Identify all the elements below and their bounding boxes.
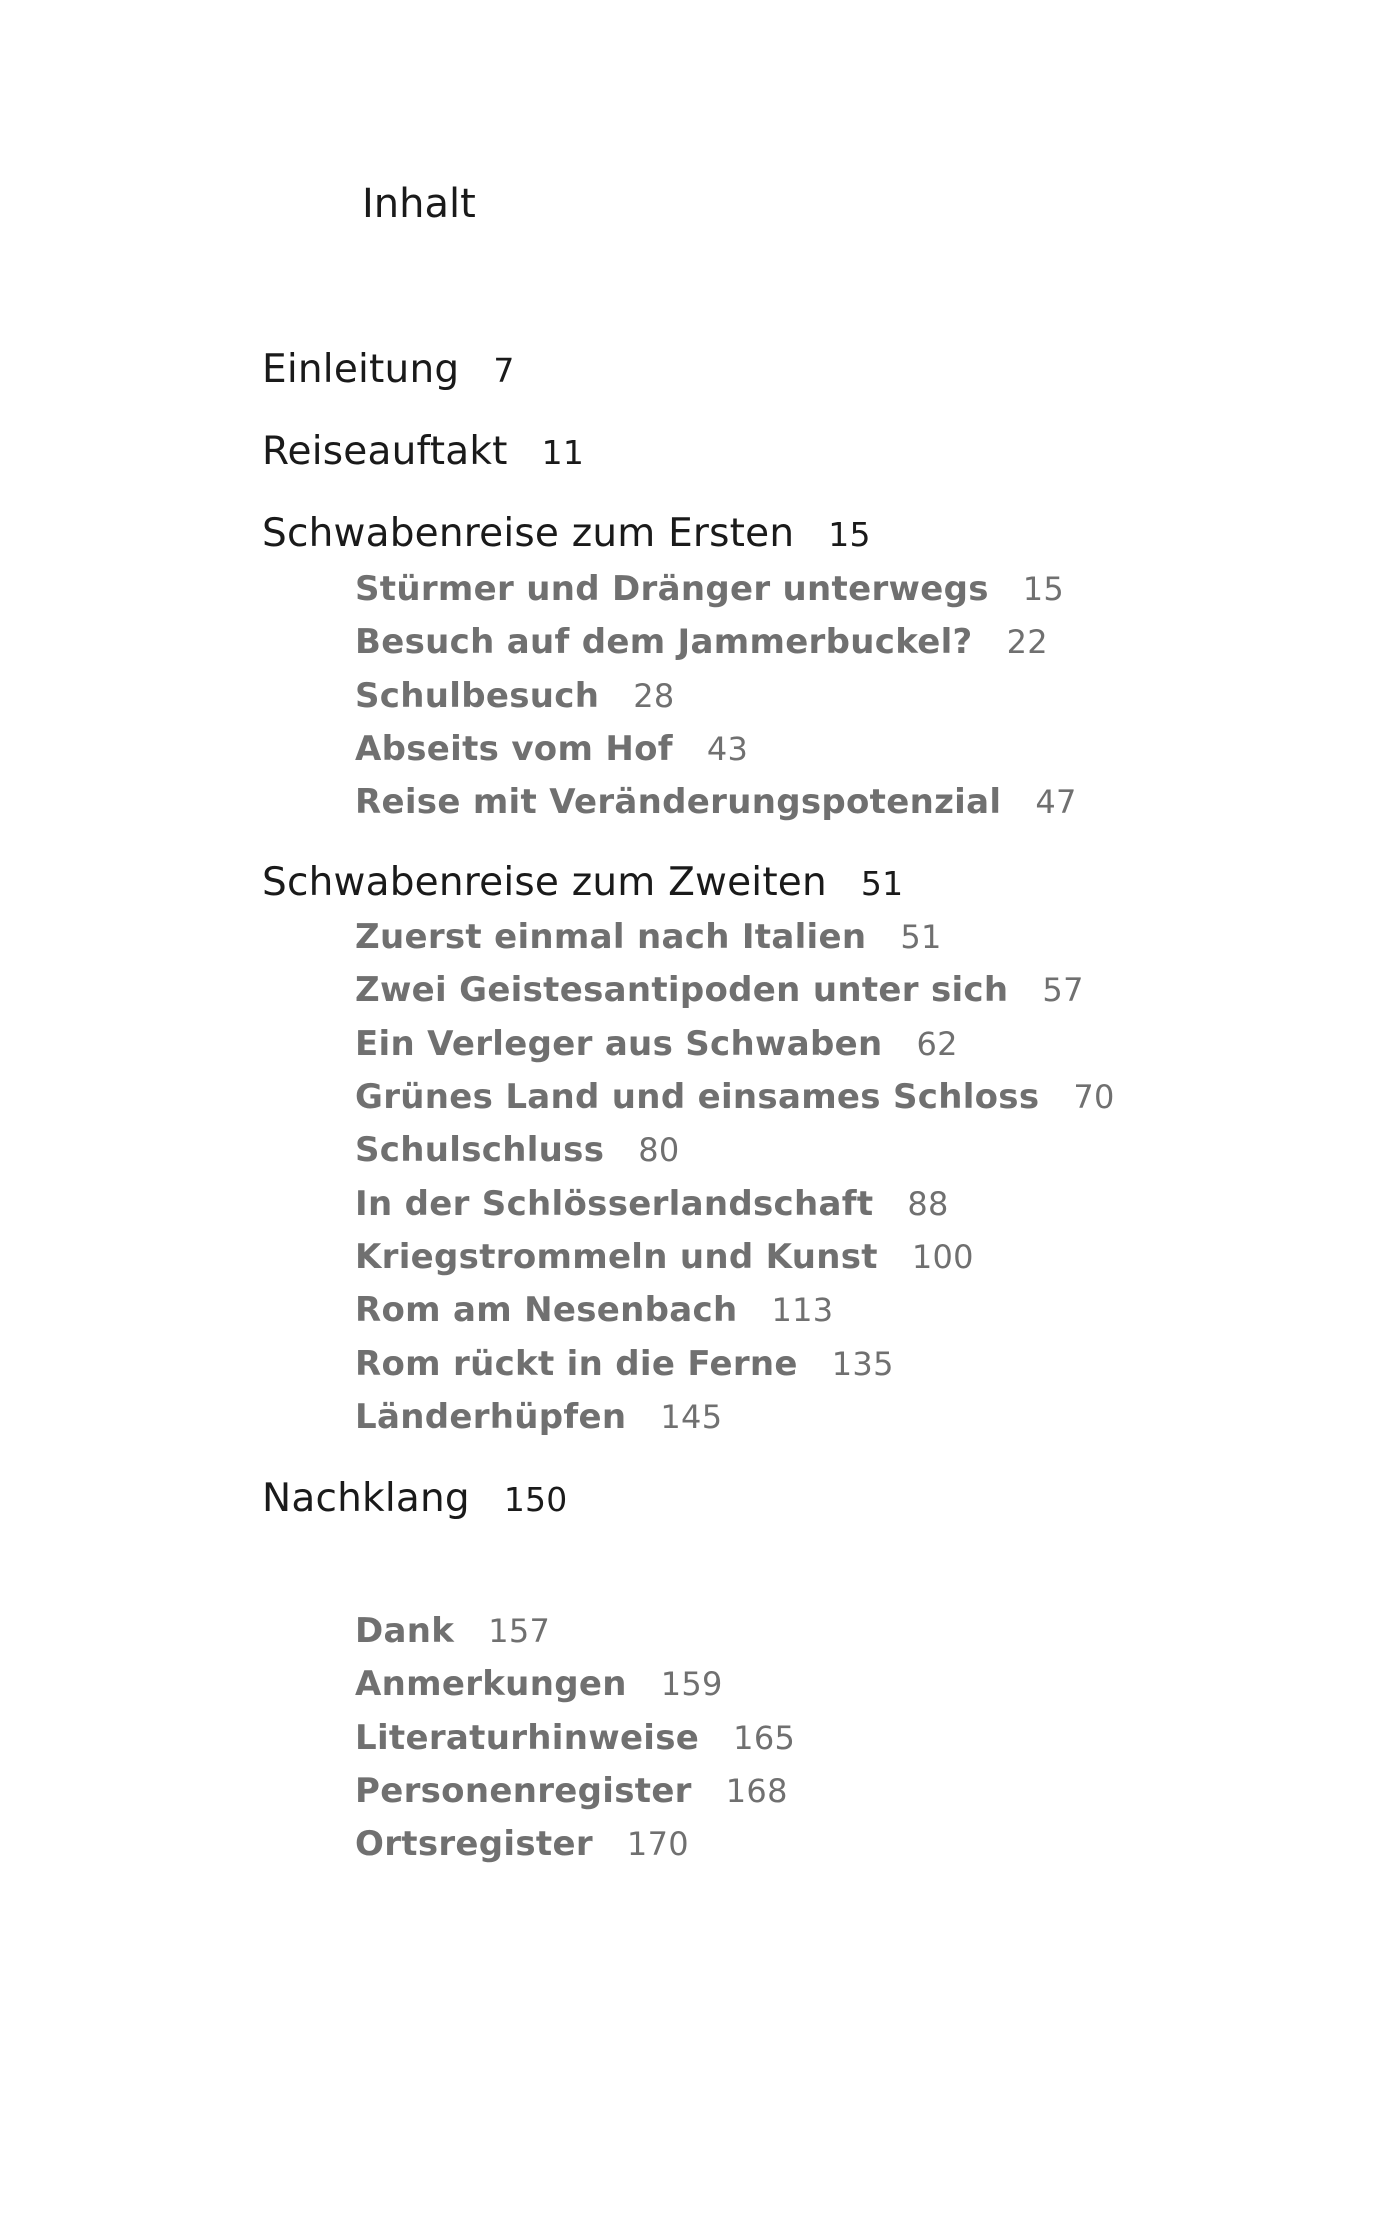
toc-entry-page: 15 xyxy=(1022,570,1065,608)
toc-appendix-entry xyxy=(355,1769,788,1813)
toc-entry-title: Literaturhinweise xyxy=(355,1718,700,1758)
toc-entry-page: 57 xyxy=(1042,971,1084,1009)
page-title: Inhalt xyxy=(362,181,476,227)
toc-entry-title: Schulbesuch xyxy=(355,676,600,716)
toc-entry-page: 168 xyxy=(725,1772,788,1810)
toc-entry-schwabenreise-ersten xyxy=(262,509,871,560)
toc-entry-title: Länderhüpfen xyxy=(355,1397,627,1437)
toc-entry-title: Rom am Nesenbach xyxy=(355,1290,738,1330)
toc-entry-title: Personenregister xyxy=(355,1771,692,1811)
toc-entry-title: Einleitung xyxy=(262,347,460,392)
toc-entry-page: 7 xyxy=(493,351,515,390)
toc-entry-title: Zuerst einmal nach Italien xyxy=(355,917,867,957)
toc-appendix-entry xyxy=(355,1662,723,1706)
toc-entry-page: 113 xyxy=(771,1291,834,1329)
toc-entry-title: Stürmer und Dränger unterwegs xyxy=(355,569,989,609)
toc-subentry xyxy=(355,915,942,959)
toc-entry-page: 88 xyxy=(907,1185,949,1223)
toc-entry-page: 70 xyxy=(1073,1078,1115,1116)
toc-entry-page: 100 xyxy=(911,1238,974,1276)
toc-entry-page: 51 xyxy=(860,864,904,903)
toc-entry-page: 22 xyxy=(1006,623,1048,661)
toc-subentry xyxy=(355,1395,722,1439)
toc-appendix-entry xyxy=(355,1716,795,1760)
toc-entry-page: 62 xyxy=(916,1025,958,1063)
toc-entry-title: Reise mit Veränderungspotenzial xyxy=(355,782,1002,822)
toc-entry-title: Schulschluss xyxy=(355,1130,605,1170)
toc-subentry xyxy=(355,1128,680,1172)
toc-appendix-entry xyxy=(355,1609,550,1653)
toc-entry-title: Ortsregister xyxy=(355,1824,593,1864)
toc-subentry xyxy=(355,968,1084,1012)
toc-entry-title: Besuch auf dem Jammerbuckel? xyxy=(355,622,973,662)
toc-subentry xyxy=(355,727,748,771)
toc-appendix-entry xyxy=(355,1822,689,1866)
toc-subentry xyxy=(355,1182,949,1226)
toc-entry-page: 135 xyxy=(831,1345,894,1383)
toc-subentry xyxy=(355,674,675,718)
toc-entry-page: 165 xyxy=(733,1719,796,1757)
toc-entry-title: Zwei Geistesantipoden unter sich xyxy=(355,970,1009,1010)
toc-subentry xyxy=(355,1288,833,1332)
toc-entry-title: Schwabenreise zum Ersten xyxy=(262,511,795,556)
toc-entry-page: 80 xyxy=(638,1131,680,1169)
toc-entry-title: Abseits vom Hof xyxy=(355,729,673,769)
toc-entry-page: 11 xyxy=(541,433,585,472)
toc-subentry xyxy=(355,620,1048,664)
toc-subentry xyxy=(355,1235,974,1279)
toc-entry-page: 28 xyxy=(633,677,675,715)
toc-entry-nachklang xyxy=(262,1474,567,1525)
toc-entry-page: 47 xyxy=(1035,783,1077,821)
toc-entry-page: 15 xyxy=(828,515,871,554)
toc-entry-page: 157 xyxy=(488,1612,551,1650)
toc-entry-einleitung xyxy=(262,345,515,396)
toc-entry-page: 150 xyxy=(503,1480,568,1519)
toc-entry-title: In der Schlösserlandschaft xyxy=(355,1184,874,1224)
toc-entry-schwabenreise-zweiten xyxy=(262,858,903,909)
toc-subentry xyxy=(355,567,1064,611)
toc-entry-title: Ein Verleger aus Schwaben xyxy=(355,1024,883,1064)
toc-subentry xyxy=(355,780,1077,824)
toc-subentry xyxy=(355,1342,894,1386)
toc-entry-title: Kriegstrommeln und Kunst xyxy=(355,1237,878,1277)
toc-subentry xyxy=(355,1075,1115,1119)
toc-entry-reiseauftakt xyxy=(262,427,584,478)
toc-entry-title: Anmerkungen xyxy=(355,1664,627,1704)
toc-entry-title: Rom rückt in die Ferne xyxy=(355,1344,798,1384)
toc-entry-page: 145 xyxy=(660,1398,723,1436)
toc-entry-title: Dank xyxy=(355,1611,455,1651)
toc-subentry xyxy=(355,1022,958,1066)
toc-entry-title: Schwabenreise zum Zweiten xyxy=(262,860,827,905)
toc-entry-page: 170 xyxy=(626,1825,689,1863)
toc-entry-title: Reiseauftakt xyxy=(262,429,508,474)
toc-entry-page: 43 xyxy=(706,730,749,768)
toc-entry-title: Grünes Land und einsames Schloss xyxy=(355,1077,1040,1117)
toc-entry-title: Nachklang xyxy=(262,1476,470,1521)
toc-entry-page: 51 xyxy=(900,918,942,956)
toc-entry-page: 159 xyxy=(660,1665,723,1703)
